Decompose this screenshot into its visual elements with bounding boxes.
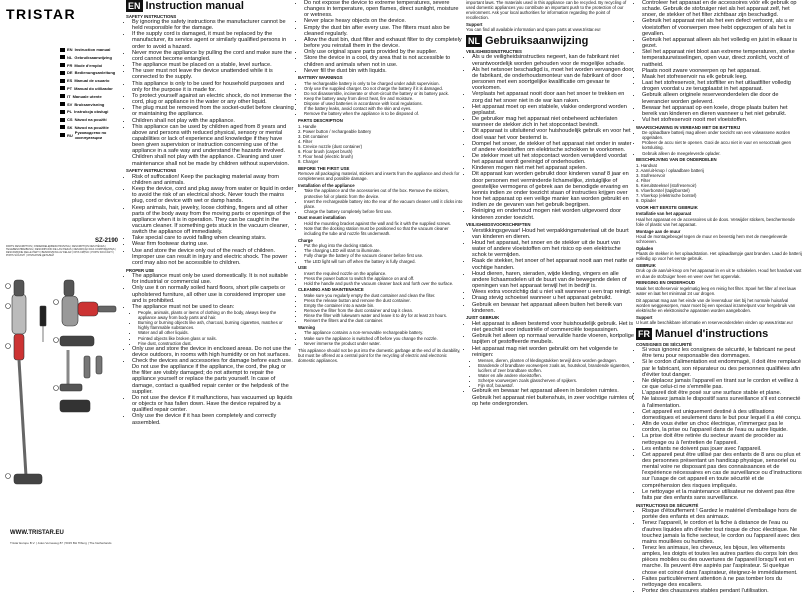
list-item: • Houd dieren, haren, sieraden, wijde kleding, vingers en alle andere lichaamsdelen uit de buurt van de bewegende delen of openingen van het apparaat terwijl het in bedrijf is. <box>472 271 634 289</box>
list-item: • Water and all other liquids. <box>138 330 294 335</box>
nl-wall-heading: Montage aan de muur <box>636 228 681 234</box>
language-label: Mode d'emploi <box>74 62 103 68</box>
list-item: • Verplaats het apparaat nooit door aan het snoer te trekken en zorg dat het snoer niet in de war kan raken. <box>472 91 634 103</box>
list-item: • Cet appareil peut être utilisé par des enfants de 8 ans ou plus et des personnes présentant un handicap physique, sensoriel ou mental voire ne disposant pas des connaissances et de l'expérience nécessaires en cas de surveillance ou d'instructions sur l'usage de cet appareil en toute sécurité et de compréhension des risques impliqués. <box>642 452 802 489</box>
list-item: • Only use and store the device in enclosed areas. Do not use the device outdoors, in rooms with high humidity or on hot surfaces. <box>132 346 294 358</box>
list-item: • This appliance can be used by children aged from 8 years and above and persons with reduced physical, sensory or mental capabilities or lack of experience and knowledge if they have been given supervision or instruction concerning use of the appliance in a safe way and understand the hazards involved. Children shall not play with the appliance. Cleaning and user maintenance shall not be made by children without supervision. <box>132 124 294 167</box>
flag-icon <box>60 55 65 59</box>
list-item: • Plaats nooit zware voorwerpen op het apparaat. <box>642 68 802 74</box>
part-item: 6. Vloerborstel (tapijtborstel) <box>636 188 690 194</box>
list-item: • Als u de veiligheidsinstructies negeert, kan de fabrikant niet verantwoordelijk worden gehouden voor de mogelijke schade. <box>472 54 634 66</box>
nl-safety-list <box>466 54 634 220</box>
list-item: • Stel het apparaat niet bloot aan extreme temperaturen, sterke temperatuurwisselingen, open vuur, direct zonlicht, vocht of nattheid. <box>642 49 802 67</box>
installation-list <box>298 188 464 213</box>
list-item: • Use and store the device only out of the reach of children. Improper use can result in injury and electric shock. The power cord may also not be accessible to children. <box>132 248 294 266</box>
dust-mount-list <box>298 221 464 236</box>
list-item: • Keep the battery away from direct heat, fire and moisture. <box>304 96 464 101</box>
list-item: • Only use original spare parts provided by the supplier. <box>304 49 464 55</box>
language-item <box>60 116 122 123</box>
language-code: SV <box>67 101 73 107</box>
list-item: • Only use the device if it has been completely and correctly assembled. <box>132 413 294 425</box>
list-item: • Check the devices and accessories for damage before each use. Do not use the appliance if the appliance, the cord, the plug or the filter are visibly damaged; do not attempt to repair the appliance yourself or replace the parts yourself. In case of damage, contact a qualified repair center or the helpdesk of the supplier. <box>132 358 294 395</box>
list-item: • Never immerse the product under water. <box>304 341 464 346</box>
language-item <box>60 101 122 108</box>
flag-icon <box>60 48 65 52</box>
disposal-text: This appliance should not be put into the domestic garbage at the end of its durability, but must be offered at a central point for the recycling of electric and electronic domestic appliances. <box>298 347 461 363</box>
language-item <box>60 93 122 100</box>
en-safety-list <box>126 19 294 167</box>
part-item: 2. Aan/uit-knop / oplaadbare batterij <box>636 167 704 173</box>
language-code: NL <box>67 54 73 60</box>
language-item <box>60 69 122 76</box>
list-item: • Gebruik het apparaat alleen als het volledig en juist in elkaar is gezet. <box>642 37 802 49</box>
list-item: • Never place heavy objects on the device. <box>304 18 464 24</box>
flag-icon <box>60 79 65 83</box>
nl-wall-text: Houd de montagebeugel tegen de muur en bevestig hem met de meegeleverde schroeven. <box>636 234 788 245</box>
nl-battery-list <box>636 130 802 155</box>
list-item: • Reinsert the filters and the dust container. <box>304 318 464 323</box>
list-item: • Insert the required nozzle on the appliance. <box>304 271 464 276</box>
list-item: • The appliance contains a non-removable rechargeable battery. <box>304 330 464 335</box>
part-item: 4. Filter <box>298 138 313 144</box>
flag-icon <box>60 63 65 67</box>
list-item: • Als het netsnoer beschadigd is, moet het worden vervangen door de fabrikant, de onderhoudsmonteur van de fabrikant of door personen met een soortgelijke kwalificatie om gevaar te voorkomen. <box>472 67 634 92</box>
list-item: • Make sure the appliance is switched off before you change the nozzle. <box>304 336 464 341</box>
fr-safety-heading-2: INSTRUCTIONS DE SÉCURITÉ <box>636 502 699 508</box>
list-item: • Bewaar het apparaat op een koele, droge plaats buiten het bereik van kinderen en dieren wanneer u het niet gebruikt. <box>642 105 802 117</box>
nl-title <box>466 35 634 47</box>
model-number: SZ-2190 <box>94 238 118 244</box>
list-item: • Never fill the dust bin with liquids. <box>304 68 464 74</box>
language-code: SK <box>67 124 73 130</box>
flag-icon <box>60 133 65 137</box>
language-item <box>60 77 122 84</box>
language-code: ES <box>67 78 73 84</box>
list-item: • Only use the supplied charger. Do not charge the battery if it is damaged. <box>304 86 464 91</box>
part-item: 7. Vloerkop (elektrische borstel) <box>636 193 697 199</box>
list-item: • Probeer de accu niet te openen. Gooi de accu niet in vuur en veroorzaak geen kortsluiting. <box>642 140 802 150</box>
list-item: • Reiniging en onderhoud mogen niet worden uitgevoerd door kinderen zonder toezicht. <box>472 208 634 220</box>
list-item: • Dispose of used batteries in accordance with local regulations. <box>304 101 464 106</box>
list-item: • Empty the dust bin after every use. The filters must also be cleaned regularly. <box>304 25 464 37</box>
language-label: Instrukcja obsługi <box>74 109 109 115</box>
nl-safety-heading-2: VEILIGHEIDSVOORSCHRIFTEN <box>466 222 531 228</box>
list-item: • Verstikkingsgevaar! Houd het verpakkingsmateriaal uit de buurt van kinderen en dieren. <box>472 228 634 240</box>
language-item <box>60 62 122 69</box>
fr-language-code: FR <box>638 329 650 340</box>
nl-parts-list <box>636 163 802 204</box>
nl-parts-heading: BESCHRIJVING VAN DE ONDERDELEN <box>636 157 717 163</box>
list-item: • Si vous ignorez les consignes de sécurité, le fabricant ne peut être tenu pour responsable des dommages. <box>642 347 802 359</box>
list-item: • This appliance is only to be used for household purposes and only for the purpose it is made for. <box>132 81 294 93</box>
list-item: • Houd het apparaat, het snoer en de stekker uit de buurt van water of andere vloeistoffen om het risico op een elektrische schok te vermijden. <box>472 240 634 258</box>
before-first-use-heading: BEFORE THE FIRST USE <box>298 165 350 171</box>
fr-safety-list <box>636 347 802 501</box>
list-item: • Only use it on normally soiled hard floors, short pile carpets or upholstered furniture, all other use is considered improper use and is prohibited. <box>132 285 294 303</box>
part-item: 3. Dirt container <box>298 133 329 139</box>
flag-icon <box>60 118 65 122</box>
flag-icon <box>60 71 65 75</box>
language-code: RU <box>67 132 73 138</box>
list-item: • Take special care to avoid falling when cleaning stairs. <box>132 235 294 241</box>
flag-icon <box>60 125 65 129</box>
language-item <box>60 54 122 61</box>
language-label: Bruksanvisning <box>74 101 105 107</box>
en-title-text: Instruction manual <box>145 0 244 12</box>
nl-clean-text: Maak het stofreservoir regelmatig leeg en reinig het filter. Spoel het filter af met lauw water en laat het minimaal 24 uur drogen. <box>636 285 797 296</box>
nl-charge-heading: Opladen <box>636 245 654 251</box>
part-item: 6. Floor brush (carpet brush) <box>298 149 353 154</box>
language-label: Návod na použitie <box>74 124 109 130</box>
en-manual-column <box>126 0 294 575</box>
en-language-code: EN <box>128 1 141 11</box>
part-item: 7. Floor head (electric brush) <box>298 154 353 160</box>
list-item: • Store the device in a cool, dry area that is not accessible to children and animals when not in use. <box>304 55 464 67</box>
language-code: EN <box>67 47 73 52</box>
en-clean-exclusions <box>126 310 294 346</box>
list-item: • Dit apparaat kan worden gebruikt door kinderen vanaf 8 jaar en door personen met verminderde lichamelijke, zintuiglijke of geestelijke vermogens of gebrek aan de benodigde ervaring en kennis indien ze onder toezicht staan of instructies krijgen over hoe het apparaat op een veilige manier kan worden gebruikt en indien ze de gevaren van het gebruik begrijpen. <box>472 171 634 208</box>
nl-fr-manual-column <box>636 0 802 594</box>
cleaning-list <box>298 293 464 324</box>
list-item: • Hold the mounting bracket against the wall and fix it with the supplied screws. <box>304 221 464 226</box>
nl-top-list <box>636 0 802 123</box>
list-item: • Tenez les animaux, les cheveux, les bijoux, les vêtements amples, les doigts et toutes les autres parties du corps loin des pièces mobiles ou des ouvertures de l'appareil lorsqu'il est en marche. Ils peuvent être aspirés par l'aspirateur. Si quelque chose est coincé dans l'aspirateur, éteignez-le immédiatement. <box>642 545 802 576</box>
list-item: • To protect yourself against an electric shock, do not immerse the cord, plug or appliance in the water or any other liquid. <box>132 93 294 105</box>
list-item: • Put the plug into the docking station. <box>304 243 464 248</box>
dust-mount-heading: Dust mount installation <box>298 215 346 221</box>
flag-icon <box>60 102 65 106</box>
nl-language-code: NL <box>468 36 480 47</box>
nl-use-heading: GEBRUIK <box>636 262 656 268</box>
nl-clean-heading: REINIGING EN ONDERHOUD <box>636 280 695 286</box>
list-item: • Het apparaat mag niet worden gebruikt om het volgende te reinigen: <box>472 346 634 358</box>
list-item: • Controleer het apparaat en de accessoires vóór elk gebruik op schade. Gebruik de stofzuiger niet als het apparaat zelf, het snoer, de stekker of het filter zichtbaar zijn beschadigd. <box>642 0 802 18</box>
fr-safety-list-2 <box>636 508 802 594</box>
list-item: • De stekker moet uit het stopcontact worden verwijderd voordat het apparaat wordt gereinigd of onderhouden. <box>472 153 634 165</box>
website: WWW.TRISTAR.EU <box>10 530 64 536</box>
list-item: • Ne laissez jamais le dispositif sans surveillance s'il est connecté à l'alimentation. <box>642 396 802 408</box>
nl-clean-exclusions <box>466 358 634 389</box>
list-item: • Fijn stof, bouwstof. <box>478 383 634 388</box>
language-code: FR <box>67 62 73 68</box>
before-first-use-text: Remove all packaging material, stickers and inserts from the appliance and check for completeness and possible damage. <box>298 171 460 182</box>
list-item: • Faites particulièrement attention à ne pas tomber lors du nettoyage des escaliers. <box>642 576 802 588</box>
language-list <box>60 46 122 140</box>
list-item: • Do not use the device if it malfunctions, has vacuumed up liquids or objects or has fallen down. Have the device repaired by a qualified repair center. <box>132 395 294 413</box>
list-item: • De oplaadbare batterij mag alleen onder toezicht van een volwassene worden opgeladen. <box>642 130 802 140</box>
nl-proper-use-list <box>466 321 634 358</box>
language-item <box>60 85 122 92</box>
nl-support-text: U kunt alle beschikbare informatie en reserveonderdelen vinden op www.tristar.eu! <box>636 320 793 326</box>
warning-heading: Warning <box>298 324 316 330</box>
nl-end-list <box>466 388 634 406</box>
list-item: • Maak het stofreservoir na elk gebruik leeg. <box>642 74 802 80</box>
part-item: 5. Kieruitsteeksel (stofreservoir) <box>636 182 697 188</box>
list-item: • Gebruik en bewaar het apparaat alleen in besloten ruimtes. Gebruik het apparaat niet buitenshuis, in zeer vochtige ruimtes of op hete ondergronden. <box>472 388 634 406</box>
list-item: • Press the power button to switch the appliance on and off. <box>304 276 464 281</box>
list-item: • Fully charge the battery of the vacuum cleaner before first use. <box>304 253 464 258</box>
list-item: • Note that the docking station must be positioned so that the vacuum cleaner including the tube and nozzle fits underneath. <box>304 226 464 236</box>
list-item: • Kinderen mogen niet met het apparaat spelen. <box>472 165 634 171</box>
list-item: • Take the appliance and the accessories out of the box. Remove the stickers, protective foil or plastic from the device. <box>304 188 464 198</box>
part-item: 1. Handvat <box>636 162 657 168</box>
list-item: • Charge the battery completely before first use. <box>304 209 464 214</box>
brand-logo: TRISTAR <box>6 6 77 22</box>
fr-title-text: Manuel d'instructions <box>655 328 769 341</box>
nl-safety-heading: VEILIGHEIDSINSTRUCTIES <box>466 48 522 54</box>
cover-column <box>0 0 124 575</box>
list-item: • The appliance must only be used domestically. It is not suitable for industrial or commercial use. <box>132 273 294 285</box>
nl-manual-column <box>466 0 634 575</box>
parts-description-heading: PARTS DESCRIPTION | ONDERDELENBESCHRIJVING | DESCRIPTION DES PIÈCES | TEILEBESCHREIBUNG | DESCRIPCIÓN DE LAS PIEZAS | DESCRIÇÃO DAS COMPONENTES | DESCRIZIONE DELLE PARTI | BESKRIVNING AV DELAR | OPIS CZĘŚCI | POPIS SOUČÁSTÍ | POPIS SÚČASTÍ | ОПИСАНИЕ ДЕТАЛЕЙ <box>6 245 116 257</box>
list-item: • Brandende of brandbare voorwerpen zoals as, houtskool, brandende sigaretten, lucifers of zeer brandbare stoffen. <box>478 363 634 373</box>
list-item: • Remove the battery when the appliance is to be disposed of. <box>304 111 464 116</box>
list-item: • Do not expose the device to extreme temperatures, severe changes in temperature, open flames, direct sunlight, moisture or wetness. <box>304 0 464 18</box>
list-item: • Afin de vous éviter un choc électrique, n'immergez pas le cordon, la prise ou l'appareil dans de l'eau ou autre liquide. <box>642 421 802 433</box>
vacuum-cleaner-illustration <box>4 276 122 516</box>
nl-environment-text: Dit apparaat mag aan het einde van de levensduur niet bij het normale huisafval worden weggeworpen, maar moet bij een speciaal inzamelpunt voor hergebruik van elektrische en elektronische apparaten worden aangeboden. <box>636 297 796 313</box>
language-item <box>60 108 122 115</box>
nl-safety-list-2 <box>466 228 634 314</box>
part-item: 5. Crevice nozzle (dust container) <box>298 143 363 149</box>
list-item: • Cet appareil est uniquement destiné à des utilisations domestiques et seulement dans le but pour lequel il a été conçu. <box>642 409 802 421</box>
en-support-text: You can find all available information and spare parts at www.tristar.eu! <box>466 27 601 33</box>
list-item: • Risk of suffocation! Keep the packaging material away from children and animals. <box>132 174 294 186</box>
language-label: Manuale utente <box>72 93 102 99</box>
battery-warnings-list <box>298 81 464 117</box>
charge-heading: Charge <box>298 237 313 243</box>
list-item: • The charging LED will start to illuminate. <box>304 248 464 253</box>
language-code: CS <box>67 117 73 123</box>
list-item: • If the battery leaks, avoid contact with the skin and eyes. <box>304 106 464 111</box>
language-item <box>60 132 122 139</box>
nl-install-text: Haal het apparaat en de accessoires uit de doos. Verwijder stickers, beschermende folie of plastic van het apparaat. <box>636 216 795 227</box>
language-label: Bedienungsanleitung <box>74 70 116 76</box>
use-heading: USE <box>298 265 307 271</box>
part-item: 4. Filter <box>636 177 651 183</box>
company-address: Tristar Europe B.V. | Jules Verneweg 87 | 5015 BH Tilburg | The Netherlands <box>10 541 112 545</box>
list-item: • Keep animals, hair, jewelry, loose clothing, fingers and all other parts of the body away from the moving parts or openings of the appliance when it is in operation. They can be caught in the vacuum cleaner. If something gets stuck in the vacuum cleaner, switch the appliance off immediately. <box>132 205 294 236</box>
list-item: • La prise doit être retirée du secteur avant de procéder au nettoyage ou à l'entretien de l'appareil. <box>642 433 802 445</box>
part-item: 1. Handle <box>298 123 317 129</box>
list-item: • Het apparaat is alleen bestemd voor huishoudelijk gebruik. Het is niet geschikt voor industriële of commerciële toepassingen. <box>472 321 634 333</box>
list-item: • The LED light will turn off when the battery is fully charged. <box>304 259 464 264</box>
part-item: 3. Stofreservoir <box>636 172 666 178</box>
list-item: • The user must not leave the device unattended while it is connected to the supply. <box>132 68 294 80</box>
list-item: • Dompel het snoer, de stekker of het apparaat niet onder in water of andere vloeistoffen om elektrische schokken te voorkomen. <box>472 141 634 153</box>
language-label: Manual de usuario <box>74 78 110 84</box>
list-item: • Insert the rechargeable battery into the rear of the vacuum cleaner until it clicks into place. <box>304 199 464 209</box>
list-item: • Si le cordon d'alimentation est endommagé, il doit être remplacé par le fabricant, son réparateur ou des personnes qualifiées afin d'éviter tout danger. <box>642 359 802 377</box>
list-item: • The appliance must be placed on a stable, level surface. <box>132 62 294 68</box>
list-item: • Laat het stofreservoir, het stoffilter en het uitlaatfilter volledig drogen voordat u ze terugplaatst in het apparaat. <box>642 80 802 92</box>
list-item: • Gebruik alleen de meegeleverde oplader. <box>642 151 802 156</box>
language-item <box>60 46 122 53</box>
en-top-list <box>298 0 464 74</box>
list-item: • The rechargeable battery is only to be charged under adult supervision. <box>304 81 464 86</box>
cleaning-heading: CLEANING AND MAINTENANCE <box>298 287 364 293</box>
list-item: • Allow the dust bin, dust filter and exhaust filter to dry completely before you reinstall them in the device. <box>304 37 464 49</box>
language-label: Instruction manual <box>74 47 111 52</box>
list-item: • Draag stevig schoeisel wanneer u het apparaat gebruikt. <box>472 295 634 301</box>
list-item: • L'appareil doit être posé sur une surface stable et plane. <box>642 390 802 396</box>
language-code: IT <box>67 93 71 99</box>
list-item: • Children shall not play with the appliance. <box>132 118 294 124</box>
list-item: • Dit apparaat is uitsluitend voor huishoudelijk gebruik en voor het doel waar het voor bestemd is. <box>472 128 634 140</box>
list-item: • Raak de stekker, het snoer of het apparaat nooit aan met natte of vochtige handen. <box>472 258 634 270</box>
list-item: • Scherpe voorwerpen zoals glasscherven of spijkers. <box>478 378 634 383</box>
nl-charge-text: Plaats de stekker in het oplaadstation. Het oplaadlampje gaat branden. Laad de batterij volledig op voor het eerste gebruik. <box>636 251 802 262</box>
parts-list <box>298 124 464 165</box>
language-code: DE <box>67 70 73 76</box>
list-item: • Portez des chaussures stables pendant l'utilisation. <box>642 588 802 594</box>
warning-list <box>298 330 464 345</box>
list-item: • Water en alle andere vloeistoffen. <box>478 373 634 378</box>
list-item: • If the supply cord is damaged, it must be replaced by the manufacturer, its service agent or similarly qualified persons in order to avoid a hazard. <box>132 31 294 49</box>
en-safety-heading: SAFETY INSTRUCTIONS <box>126 13 177 19</box>
list-item: • Make sure you regularly empty the dust container and clean the filter. <box>304 293 464 298</box>
list-item: • Risque d'étouffement ! Gardez le matériel d'emballage hors de portée des enfants et des animaux. <box>642 508 802 520</box>
en-safety-list-2 <box>126 174 294 266</box>
list-item: • De gebruiker mag het apparaat niet onbeheerd achterlaten wanneer de stekker zich in het stopcontact bevindt. <box>472 116 634 128</box>
en-support-heading: Support <box>466 21 483 27</box>
language-label: Návod na použití <box>74 117 107 123</box>
nl-install-heading: Installatie van het apparaat <box>636 211 692 217</box>
list-item: • Remove the filter from the dust container and tap it clean. <box>304 308 464 313</box>
charge-list <box>298 243 464 263</box>
nl-proper-use-heading: JUIST GEBRUIK <box>466 315 500 321</box>
nl-use-text: Druk op de aan/uit-knop om het apparaat in en uit te schakelen. Houd het handvat vast en duw de stofzuiger heen en weer over het oppervlak. <box>636 268 802 279</box>
list-item: • Do not disassemble, incinerate or short-circuit the battery or its battery pack. <box>304 91 464 96</box>
part-item: 8. Charger <box>298 159 319 165</box>
fr-safety-heading: CONSIGNES DE SÉCURITÉ <box>636 341 692 347</box>
nl-title-text: Gebruiksaanwijzing <box>485 35 589 48</box>
nl-support-heading: Support <box>636 314 653 320</box>
flag-icon <box>60 86 65 90</box>
list-item: • Wees extra voorzichtig dat u niet valt wanneer u een trap reinigt. <box>472 289 634 295</box>
list-item: • Fine dust, construction dust. <box>138 341 294 346</box>
language-label: Gebruiksaanwijzing <box>74 54 112 60</box>
list-item: • Les enfants ne doivent pas jouer avec l'appareil. <box>642 446 802 452</box>
list-item: • By ignoring the safety instructions the manufacturer cannot be held responsible for the damage. <box>132 19 294 31</box>
en-safety-heading-2: SAFETY INSTRUCTIONS <box>126 168 177 174</box>
flag-icon <box>60 94 65 98</box>
list-item: • Gebruik het alleen op normaal vervuilde harde vloeren, kortpolige tapijten of gestoffeerde meubels. <box>472 333 634 345</box>
environment-text: important laws. The materials used in this appliance can be recycled. By recycling of used domestic appliances you contribute an important push to the protection of our environment. Ask your local authorities for information regarding the point of recollection. <box>466 0 627 21</box>
part-item: 8. Oplader <box>636 198 657 204</box>
list-item: • Ne déplacez jamais l'appareil en tirant sur le cordon et veillez à ce que celui-ci ne s'emmêle pas. <box>642 378 802 390</box>
list-item: • The appliance must not be used to clean: <box>132 304 294 310</box>
list-item: • Empty the container into a waste bin. <box>304 303 464 308</box>
list-item: • Burning or burning objects like ash, charcoal, burning cigarettes, matches or highly flammable substances. <box>138 320 294 330</box>
list-item: • Keep the device, cord and plug away from water or liquid in order to avoid the risk of an electrical shock. Never touch the mains plug, cord or device with wet or damp hands. <box>132 186 294 204</box>
list-item: • Rinse the filter with lukewarm water and leave it to dry for at least 24 hours. <box>304 313 464 318</box>
en-more-list <box>126 346 294 426</box>
list-item: • Het apparaat moet op een stabiele, vlakke ondergrond worden geplaatst. <box>472 104 634 116</box>
part-item: 2. Power button / rechargeable battery <box>298 128 372 134</box>
en-proper-use-list <box>126 273 294 310</box>
list-item: • Vul het stofreservoir nooit met vloeistoffen. <box>642 117 802 123</box>
fr-title <box>636 328 802 340</box>
list-item: • Pointed objects like broken glass or nails. <box>138 336 294 341</box>
list-item: • Hold the handle and push the vacuum cleaner back and forth over the surface. <box>304 281 464 286</box>
list-item: • Gebruik en bewaar het apparaat alleen buiten het bereik van kinderen. <box>472 302 634 314</box>
list-item: • Tenez l'appareil, le cordon et la fiche à distance de l'eau ou d'autres liquides afin d'éviter tout risque de choc électrique. Ne touchez jamais la fiche secteur, le cordon ou l'appareil avec des mains mouillées ou humides. <box>642 520 802 545</box>
list-item: • The plug must be removed from the socket-outlet before cleaning or maintaining the appliance. <box>132 105 294 117</box>
list-item: • Le nettoyage et la maintenance utilisateur ne doivent pas être faits par des enfants sans surveillance. <box>642 489 802 501</box>
nl-before-heading: VOOR HET EERSTE GEBRUIK <box>636 204 698 210</box>
battery-warnings-heading: BATTERY WARNINGS <box>298 75 343 81</box>
installation-heading: Installation of the appliance <box>298 182 355 188</box>
use-list <box>298 271 464 286</box>
parts-heading: PARTS DESCRIPTION <box>298 118 343 124</box>
list-item: • Never move the appliance by pulling the cord and make sure the cord cannot become entangled. <box>132 50 294 62</box>
flag-icon <box>60 110 65 114</box>
en-manual-column-2 <box>298 0 464 575</box>
list-item: • Gebruik het apparaat niet als het een defect vertoont, als u er vloeistoffen of voorwerpen mee hebt opgezogen of als het is gevallen. <box>642 18 802 36</box>
language-label: Руководство по эксплуатации <box>74 130 107 141</box>
language-code: PL <box>67 109 73 115</box>
list-item: • Mensen, dieren, planten of kledingstukken terwijl deze worden gedragen. <box>478 358 634 363</box>
language-label: Manual do utilizador <box>74 85 113 91</box>
list-item: • Press the release button and remove the dust container. <box>304 298 464 303</box>
en-title <box>126 0 294 12</box>
list-item: • Wear firm footwear during use. <box>132 241 294 247</box>
nl-battery-heading: WAARSCHUWING IN VERBAND MET DE BATTERIJ <box>636 124 741 130</box>
language-code: PT <box>67 85 73 91</box>
en-proper-use-heading: PROPER USE <box>126 267 155 273</box>
list-item: • People, animals, plants or items of clothing on the body, always keep the appliance away from body parts and hair. <box>138 310 294 320</box>
list-item: • Gebruik alleen originele reserveonderdelen die door de leverancier worden geleverd. <box>642 92 802 104</box>
